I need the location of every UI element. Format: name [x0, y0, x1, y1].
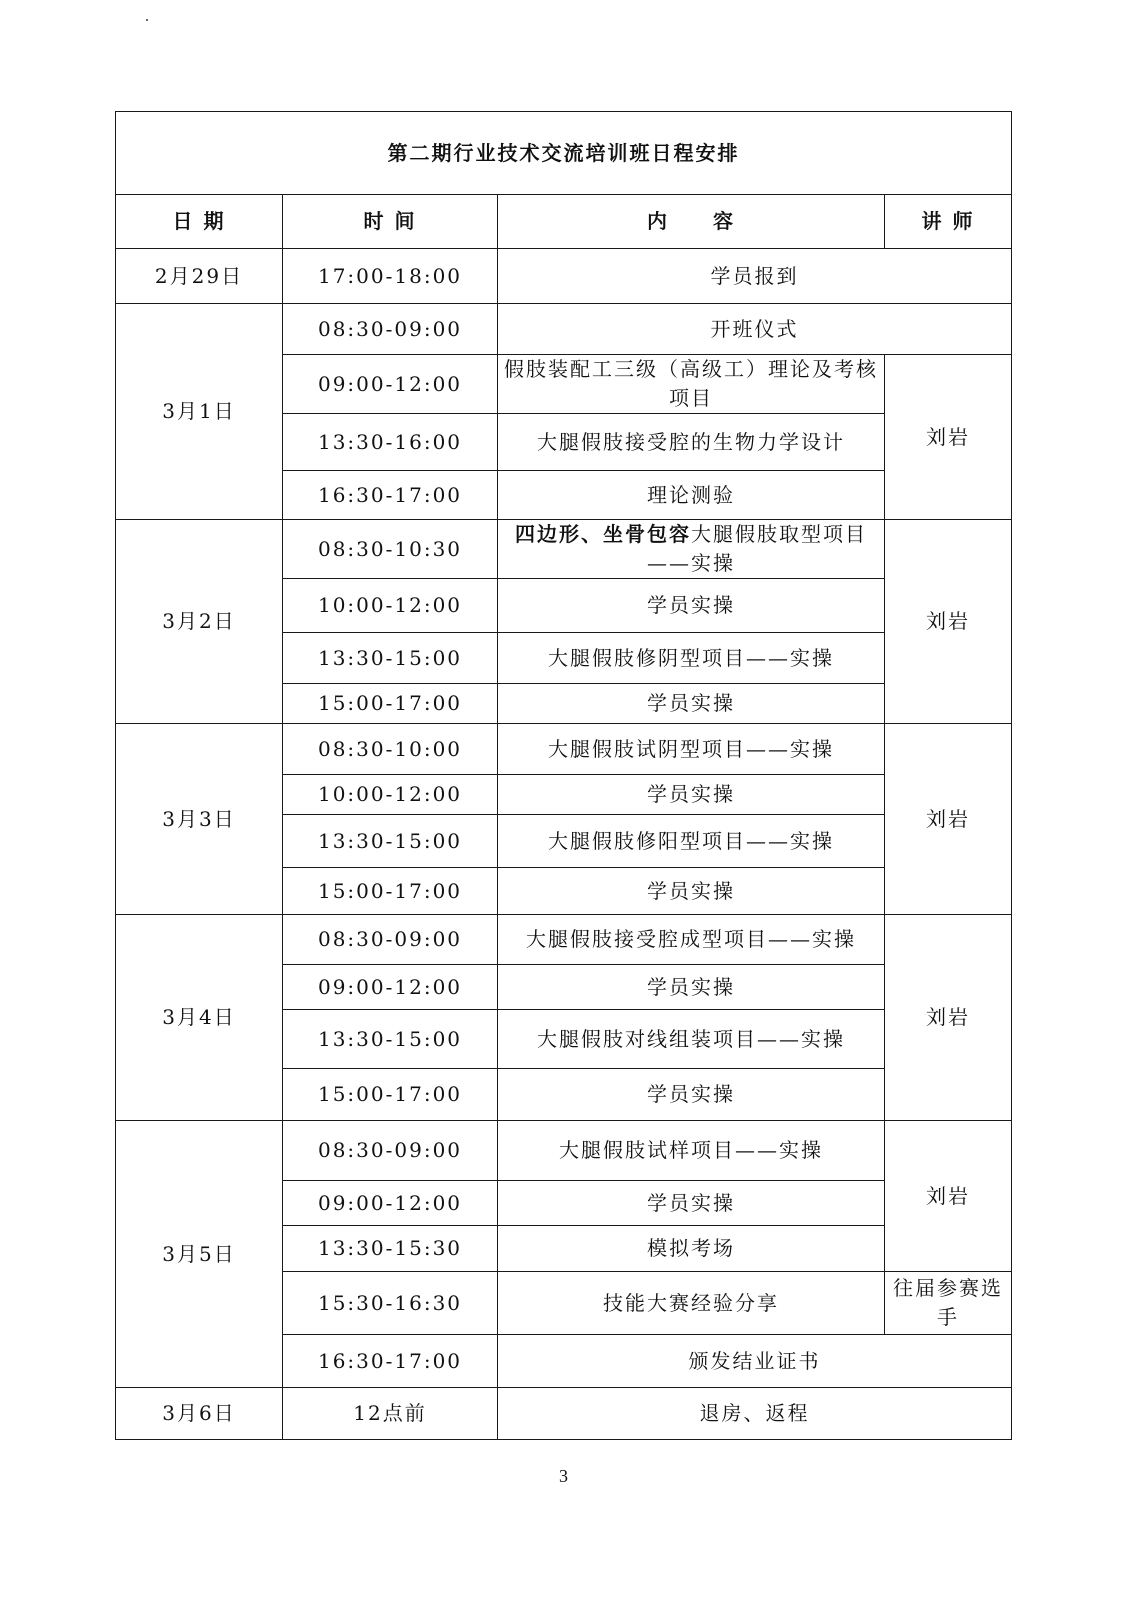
content-cell: 学员实操: [498, 775, 885, 815]
table-row: [116, 724, 1012, 775]
teacher-cell: 刘岩: [885, 520, 1012, 724]
teacher-cell: 刘岩: [885, 355, 1012, 520]
table-title: 第二期行业技术交流培训班日程安排: [116, 112, 1012, 195]
time-cell: 12点前: [283, 1388, 498, 1440]
content-cell: 颁发结业证书: [498, 1335, 1012, 1388]
table-row: [116, 1121, 1012, 1181]
time-cell: 08:30-09:00: [283, 1121, 498, 1181]
content-cell: 学员实操: [498, 868, 885, 915]
time-cell: 10:00-12:00: [283, 775, 498, 815]
content-text: 大腿假肢取型项目——实操: [647, 522, 867, 575]
date-cell: 3月1日: [116, 304, 283, 520]
time-cell: 09:00-12:00: [283, 965, 498, 1010]
content-cell: 大腿假肢修阴型项目——实操: [498, 633, 885, 684]
date-cell: 3月5日: [116, 1121, 283, 1388]
content-cell: 大腿假肢试样项目——实操: [498, 1121, 885, 1181]
content-cell: [498, 520, 885, 579]
header-row: [116, 195, 1012, 249]
teacher-cell: 往届参赛选手: [885, 1272, 1012, 1335]
content-cell: 学员实操: [498, 1181, 885, 1226]
time-cell: 13:30-15:00: [283, 1010, 498, 1069]
teacher-cell: 刘岩: [885, 1121, 1012, 1272]
content-cell: 学员实操: [498, 684, 885, 724]
time-cell: 10:00-12:00: [283, 579, 498, 633]
time-cell: 08:30-10:30: [283, 520, 498, 579]
table-row: [116, 1388, 1012, 1440]
content-cell: 学员实操: [498, 965, 885, 1010]
teacher-cell: 刘岩: [885, 915, 1012, 1121]
time-cell: 08:30-10:00: [283, 724, 498, 775]
table-row: [116, 915, 1012, 965]
date-cell: 2月29日: [116, 249, 283, 304]
table-row: [116, 304, 1012, 355]
teacher-cell: 刘岩: [885, 724, 1012, 915]
content-cell: 退房、返程: [498, 1388, 1012, 1440]
time-cell: 15:30-16:30: [283, 1272, 498, 1335]
time-cell: 13:30-15:00: [283, 815, 498, 868]
time-cell: 15:00-17:00: [283, 868, 498, 915]
time-cell: 08:30-09:00: [283, 915, 498, 965]
content-cell: 大腿假肢接受腔成型项目——实操: [498, 915, 885, 965]
content-cell: 假肢装配工三级（高级工）理论及考核项目: [498, 355, 885, 414]
content-cell: 大腿假肢修阳型项目——实操: [498, 815, 885, 868]
content-cell: 学员报到: [498, 249, 1012, 304]
time-cell: 09:00-12:00: [283, 1181, 498, 1226]
scan-speck: [146, 19, 148, 21]
header-date: 日 期: [116, 195, 283, 249]
time-cell: 13:30-15:00: [283, 633, 498, 684]
time-cell: 17:00-18:00: [283, 249, 498, 304]
time-cell: 13:30-15:30: [283, 1226, 498, 1272]
date-cell: 3月6日: [116, 1388, 283, 1440]
time-cell: 08:30-09:00: [283, 304, 498, 355]
time-cell: 16:30-17:00: [283, 1335, 498, 1388]
time-cell: 15:00-17:00: [283, 684, 498, 724]
time-cell: 15:00-17:00: [283, 1069, 498, 1121]
title-row: [116, 112, 1012, 195]
content-cell: 大腿假肢试阴型项目——实操: [498, 724, 885, 775]
content-cell: 大腿假肢接受腔的生物力学设计: [498, 414, 885, 471]
table-row: [116, 249, 1012, 304]
content-cell: 开班仪式: [498, 304, 1012, 355]
table-row: [116, 520, 1012, 579]
content-cell: 大腿假肢对线组装项目——实操: [498, 1010, 885, 1069]
content-cell: 学员实操: [498, 579, 885, 633]
time-cell: 09:00-12:00: [283, 355, 498, 414]
content-bold-text: 四边形、坐骨包容: [515, 522, 691, 546]
content-cell: 技能大赛经验分享: [498, 1272, 885, 1335]
date-cell: 3月2日: [116, 520, 283, 724]
content-cell: 模拟考场: [498, 1226, 885, 1272]
header-time: 时 间: [283, 195, 498, 249]
content-cell: 理论测验: [498, 471, 885, 520]
header-content: 内 容: [498, 195, 885, 249]
page-number: 3: [559, 1466, 568, 1486]
schedule-table: [115, 111, 1012, 1440]
date-cell: 3月3日: [116, 724, 283, 915]
date-cell: 3月4日: [116, 915, 283, 1121]
time-cell: 13:30-16:00: [283, 414, 498, 471]
header-teacher: 讲 师: [885, 195, 1012, 249]
content-cell: 学员实操: [498, 1069, 885, 1121]
time-cell: 16:30-17:00: [283, 471, 498, 520]
